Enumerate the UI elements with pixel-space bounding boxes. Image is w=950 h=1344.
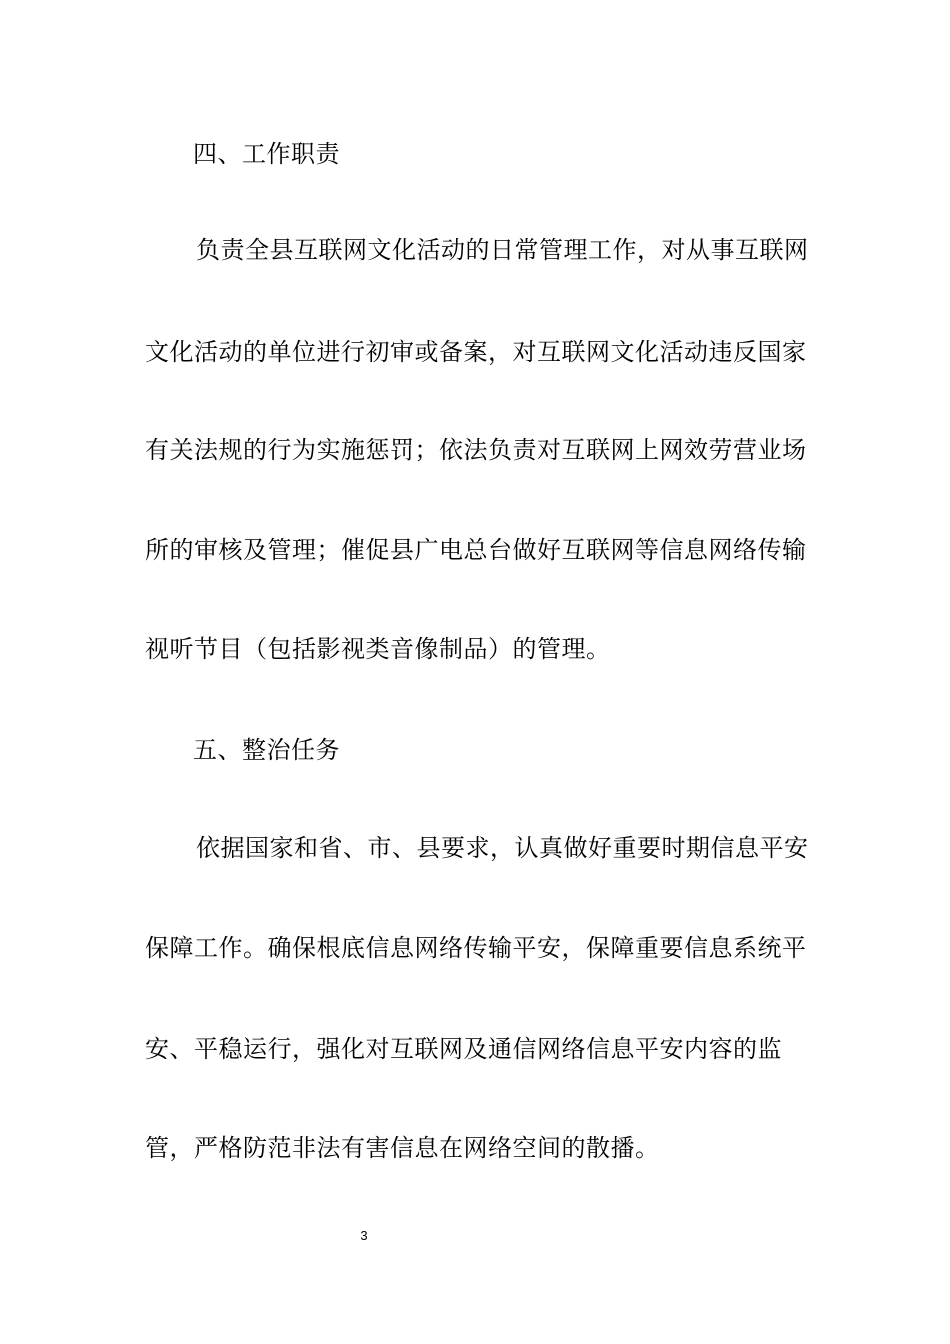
section-heading-5: 五、整治任务: [193, 736, 340, 764]
page-number: 3: [360, 1228, 368, 1243]
paragraph-line: 有关法规的行为实施惩罚；依法负责对互联网上网效劳营业场: [145, 436, 807, 464]
paragraph-line: 负责全县互联网文化活动的日常管理工作，对从事互联网: [196, 236, 809, 264]
paragraph-line: 管，严格防范非法有害信息在网络空间的散播。: [145, 1134, 660, 1162]
section-heading-4: 四、工作职责: [193, 140, 340, 168]
paragraph-line: 视听节目（包括影视类音像制品）的管理。: [145, 635, 611, 663]
paragraph-line: 安、平稳运行，强化对互联网及通信网络信息平安内容的监: [145, 1035, 782, 1063]
paragraph-line: 依据国家和省、市、县要求，认真做好重要时期信息平安: [196, 834, 809, 862]
paragraph-line: 所的审核及管理；催促县广电总台做好互联网等信息网络传输: [145, 536, 807, 564]
paragraph-line: 文化活动的单位进行初审或备案，对互联网文化活动违反国家: [145, 338, 807, 366]
paragraph-line: 保障工作。确保根底信息网络传输平安，保障重要信息系统平: [145, 934, 807, 962]
